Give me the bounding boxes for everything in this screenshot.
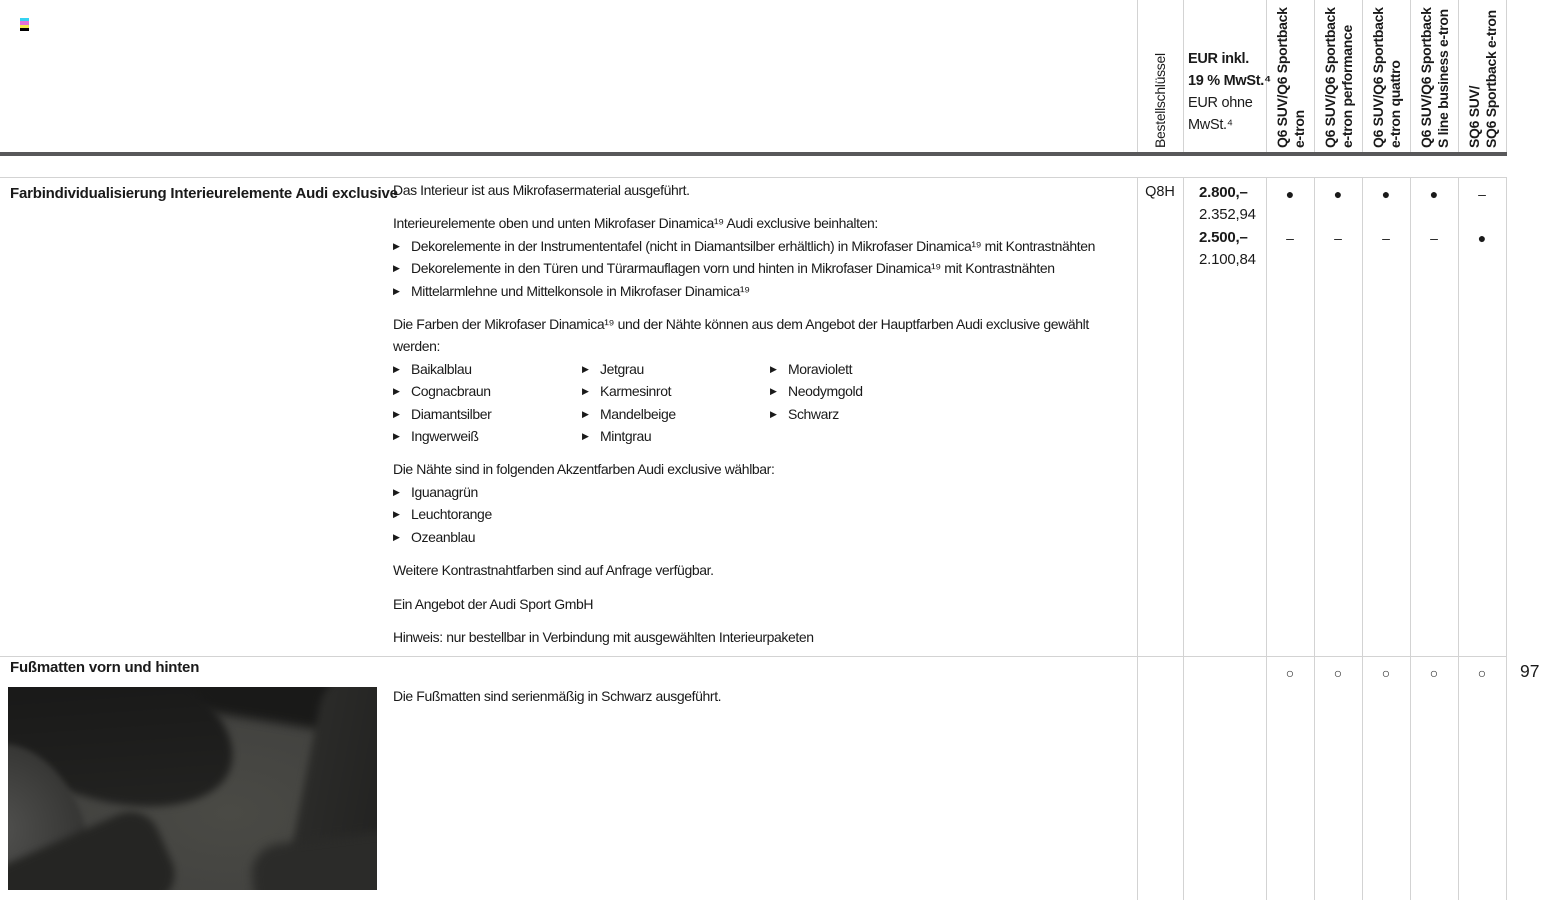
- accent-color-list: [393, 481, 1130, 548]
- bullet-triangle-icon: ▶: [393, 486, 400, 497]
- bullet-triangle-icon: ▶: [393, 240, 400, 251]
- availability-marker: ●: [1477, 230, 1487, 246]
- column-header-model-q6-etron-quattro: [1370, 6, 1404, 148]
- bullet-triangle-icon: ▶: [393, 509, 400, 520]
- floor-mats-photo: [8, 687, 377, 890]
- bullet-triangle-icon: ▶: [770, 363, 777, 374]
- availability-marker: –: [1334, 230, 1342, 246]
- column-divider: [1458, 177, 1459, 900]
- color-name: Neodymgold: [788, 383, 863, 400]
- column-header-model-q6-sline-business: [1418, 6, 1452, 148]
- list-item: [770, 403, 863, 425]
- bullet-triangle-icon: ▶: [393, 285, 400, 296]
- color-name: Jetgrau: [600, 360, 644, 377]
- availability-marker: ○: [1381, 665, 1391, 681]
- color-name: Ingwerweiß: [411, 428, 479, 445]
- availability-marker: –: [1286, 230, 1294, 246]
- model-header-line: e-tron performance: [1339, 25, 1355, 148]
- row-divider: [0, 177, 1507, 178]
- model-header-line: Q6 SUV/Q6 Sportback: [1274, 7, 1290, 148]
- description-paragraph: Ein Angebot der Audi Sport GmbH: [393, 595, 594, 612]
- list-item: [393, 257, 1130, 279]
- model-header-line: SQ6 Sportback e-tron: [1483, 10, 1499, 148]
- list-item: [393, 425, 582, 447]
- column-header-model-sq6: [1466, 6, 1500, 148]
- bullet-triangle-icon: ▶: [393, 408, 400, 419]
- header-separator-rule: [0, 152, 1507, 156]
- description-paragraph: Die Farben der Mikrofaser Dinamica¹⁹ und der Nähte können aus dem Angebot der Hauptfarben Audi exclusive gewählt werden:: [393, 316, 1089, 355]
- list-item: [393, 403, 582, 425]
- color-name: Mintgrau: [600, 428, 652, 445]
- color-column: [393, 358, 582, 448]
- availability-marker: ●: [1381, 186, 1391, 202]
- description-paragraph: Die Nähte sind in folgenden Akzentfarben Audi exclusive wählbar:: [393, 461, 775, 478]
- color-name: Baikalblau: [411, 360, 472, 377]
- column-divider: [1183, 0, 1184, 152]
- list-item-text: Dekorelemente in der Instrumententafel (nicht in Diamantsilber erhältlich) in Mikrofaser Dinamica¹⁹ mit Kontrastnähten: [411, 237, 1095, 254]
- bullet-triangle-icon: ▶: [582, 386, 589, 397]
- bullet-triangle-icon: ▶: [393, 431, 400, 442]
- cmyk-stripe-black: [20, 28, 29, 31]
- availability-marker: ●: [1333, 186, 1343, 202]
- column-divider: [1137, 0, 1138, 152]
- cmyk-color-bar-icon: [20, 18, 29, 31]
- bullet-triangle-icon: ▶: [393, 363, 400, 374]
- availability-marker: ○: [1333, 665, 1343, 681]
- column-header-model-q6-etron: [1274, 6, 1308, 148]
- column-header-model-q6-etron-performance: [1322, 6, 1356, 148]
- list-item: [393, 358, 582, 380]
- list-item: [393, 280, 1130, 302]
- list-item: [770, 380, 863, 402]
- column-divider: [1362, 0, 1363, 152]
- color-name: Moraviolett: [788, 360, 853, 377]
- column-divider: [1458, 0, 1459, 152]
- model-header-line: S line business e-tron: [1435, 9, 1451, 148]
- list-item: [582, 358, 770, 380]
- option-description: [393, 685, 1130, 707]
- model-header-line: Q6 SUV/Q6 Sportback: [1418, 7, 1434, 148]
- bullet-triangle-icon: ▶: [582, 431, 589, 442]
- price-header-line: 19 % MwSt.⁴: [1188, 73, 1271, 89]
- availability-marker: ●: [1285, 186, 1295, 202]
- price-block: [1199, 182, 1256, 271]
- order-code: Q8H: [1145, 184, 1175, 200]
- list-item: [393, 526, 1130, 548]
- option-title-fussmatten: Fußmatten vorn und hinten: [10, 659, 200, 676]
- column-divider: [1314, 0, 1315, 152]
- availability-marker: –: [1478, 186, 1486, 202]
- list-item: [393, 503, 1130, 525]
- column-divider: [1506, 0, 1507, 152]
- bullet-triangle-icon: ▶: [582, 363, 589, 374]
- price-net: 2.352,94: [1199, 206, 1256, 224]
- color-column: [770, 358, 863, 448]
- bullet-triangle-icon: ▶: [393, 531, 400, 542]
- list-item: [582, 380, 770, 402]
- price-header-line: EUR inkl.: [1188, 51, 1249, 67]
- price-gross: 2.800,–: [1199, 184, 1248, 201]
- availability-marker: ○: [1429, 665, 1439, 681]
- availability-marker: –: [1430, 230, 1438, 246]
- column-divider: [1314, 177, 1315, 900]
- color-name: Schwarz: [788, 405, 839, 422]
- color-name: Leuchtorange: [411, 506, 492, 523]
- color-options-grid: [393, 358, 1130, 448]
- color-name: Karmesinrot: [600, 383, 672, 400]
- list-item: [582, 425, 770, 447]
- column-divider: [1266, 177, 1267, 900]
- list-item-text: Dekorelemente in den Türen und Türarmauflagen vorn und hinten in Mikrofaser Dinamica¹⁹ mit Kontrastnähten: [411, 260, 1055, 277]
- feature-list: [393, 235, 1130, 302]
- column-divider: [1410, 177, 1411, 900]
- price-header-line: EUR ohne: [1188, 95, 1253, 111]
- model-header-line: e-tron quattro: [1387, 60, 1403, 148]
- model-header-line: e-tron: [1291, 110, 1307, 148]
- color-name: Cognacbraun: [411, 383, 491, 400]
- description-paragraph: Hinweis: nur bestellbar in Verbindung mit ausgewählten Interieurpaketen: [393, 628, 814, 645]
- bullet-triangle-icon: ▶: [393, 386, 400, 397]
- bullet-triangle-icon: ▶: [393, 263, 400, 274]
- column-divider: [1362, 177, 1363, 900]
- list-item: [393, 235, 1130, 257]
- price-header-line: MwSt.⁴: [1188, 117, 1233, 133]
- price-net: 2.100,84: [1199, 250, 1256, 268]
- bullet-triangle-icon: ▶: [770, 386, 777, 397]
- color-name: Diamantsilber: [411, 405, 492, 422]
- color-name: Mandelbeige: [600, 405, 676, 422]
- column-header-bestellschluessel: Bestellschlüssel: [1152, 53, 1168, 148]
- column-divider: [1506, 177, 1507, 900]
- model-header-line: Q6 SUV/Q6 Sportback: [1370, 7, 1386, 148]
- list-item: [582, 403, 770, 425]
- list-item: [393, 481, 1130, 503]
- availability-marker: –: [1382, 230, 1390, 246]
- column-divider: [1183, 177, 1184, 900]
- color-name: Iguanagrün: [411, 483, 478, 500]
- bullet-triangle-icon: ▶: [582, 408, 589, 419]
- option-title-farbindividualisierung: Farbindividualisierung Interieurelemente Audi exclusive: [10, 185, 398, 202]
- column-header-price: [1188, 48, 1278, 136]
- row-divider: [0, 656, 1507, 657]
- bullet-triangle-icon: ▶: [770, 408, 777, 419]
- list-item: [393, 380, 582, 402]
- list-item-text: Mittelarmlehne und Mittelkonsole in Mikrofaser Dinamica¹⁹: [411, 282, 750, 299]
- description-paragraph: Interieurelemente oben und unten Mikrofaser Dinamica¹⁹ Audi exclusive beinhalten:: [393, 215, 878, 232]
- availability-marker: ●: [1429, 186, 1439, 202]
- description-paragraph: Die Fußmatten sind serienmäßig in Schwarz ausgeführt.: [393, 688, 722, 704]
- column-divider: [1137, 177, 1138, 900]
- description-paragraph: Das Interieur ist aus Mikrofasermaterial ausgeführt.: [393, 182, 690, 198]
- option-description: [393, 179, 1130, 648]
- price-gross: 2.500,–: [1199, 228, 1248, 246]
- availability-marker: ○: [1285, 665, 1295, 681]
- column-divider: [1410, 0, 1411, 152]
- color-name: Ozeanblau: [411, 528, 476, 545]
- page-number: 97: [1520, 661, 1540, 681]
- list-item: [770, 358, 863, 380]
- model-header-line: Q6 SUV/Q6 Sportback: [1322, 7, 1338, 148]
- model-header-line: SQ6 SUV/: [1466, 85, 1482, 148]
- description-paragraph: Weitere Kontrastnahtfarben sind auf Anfrage verfügbar.: [393, 562, 714, 579]
- color-column: [582, 358, 770, 448]
- availability-marker: ○: [1477, 665, 1487, 681]
